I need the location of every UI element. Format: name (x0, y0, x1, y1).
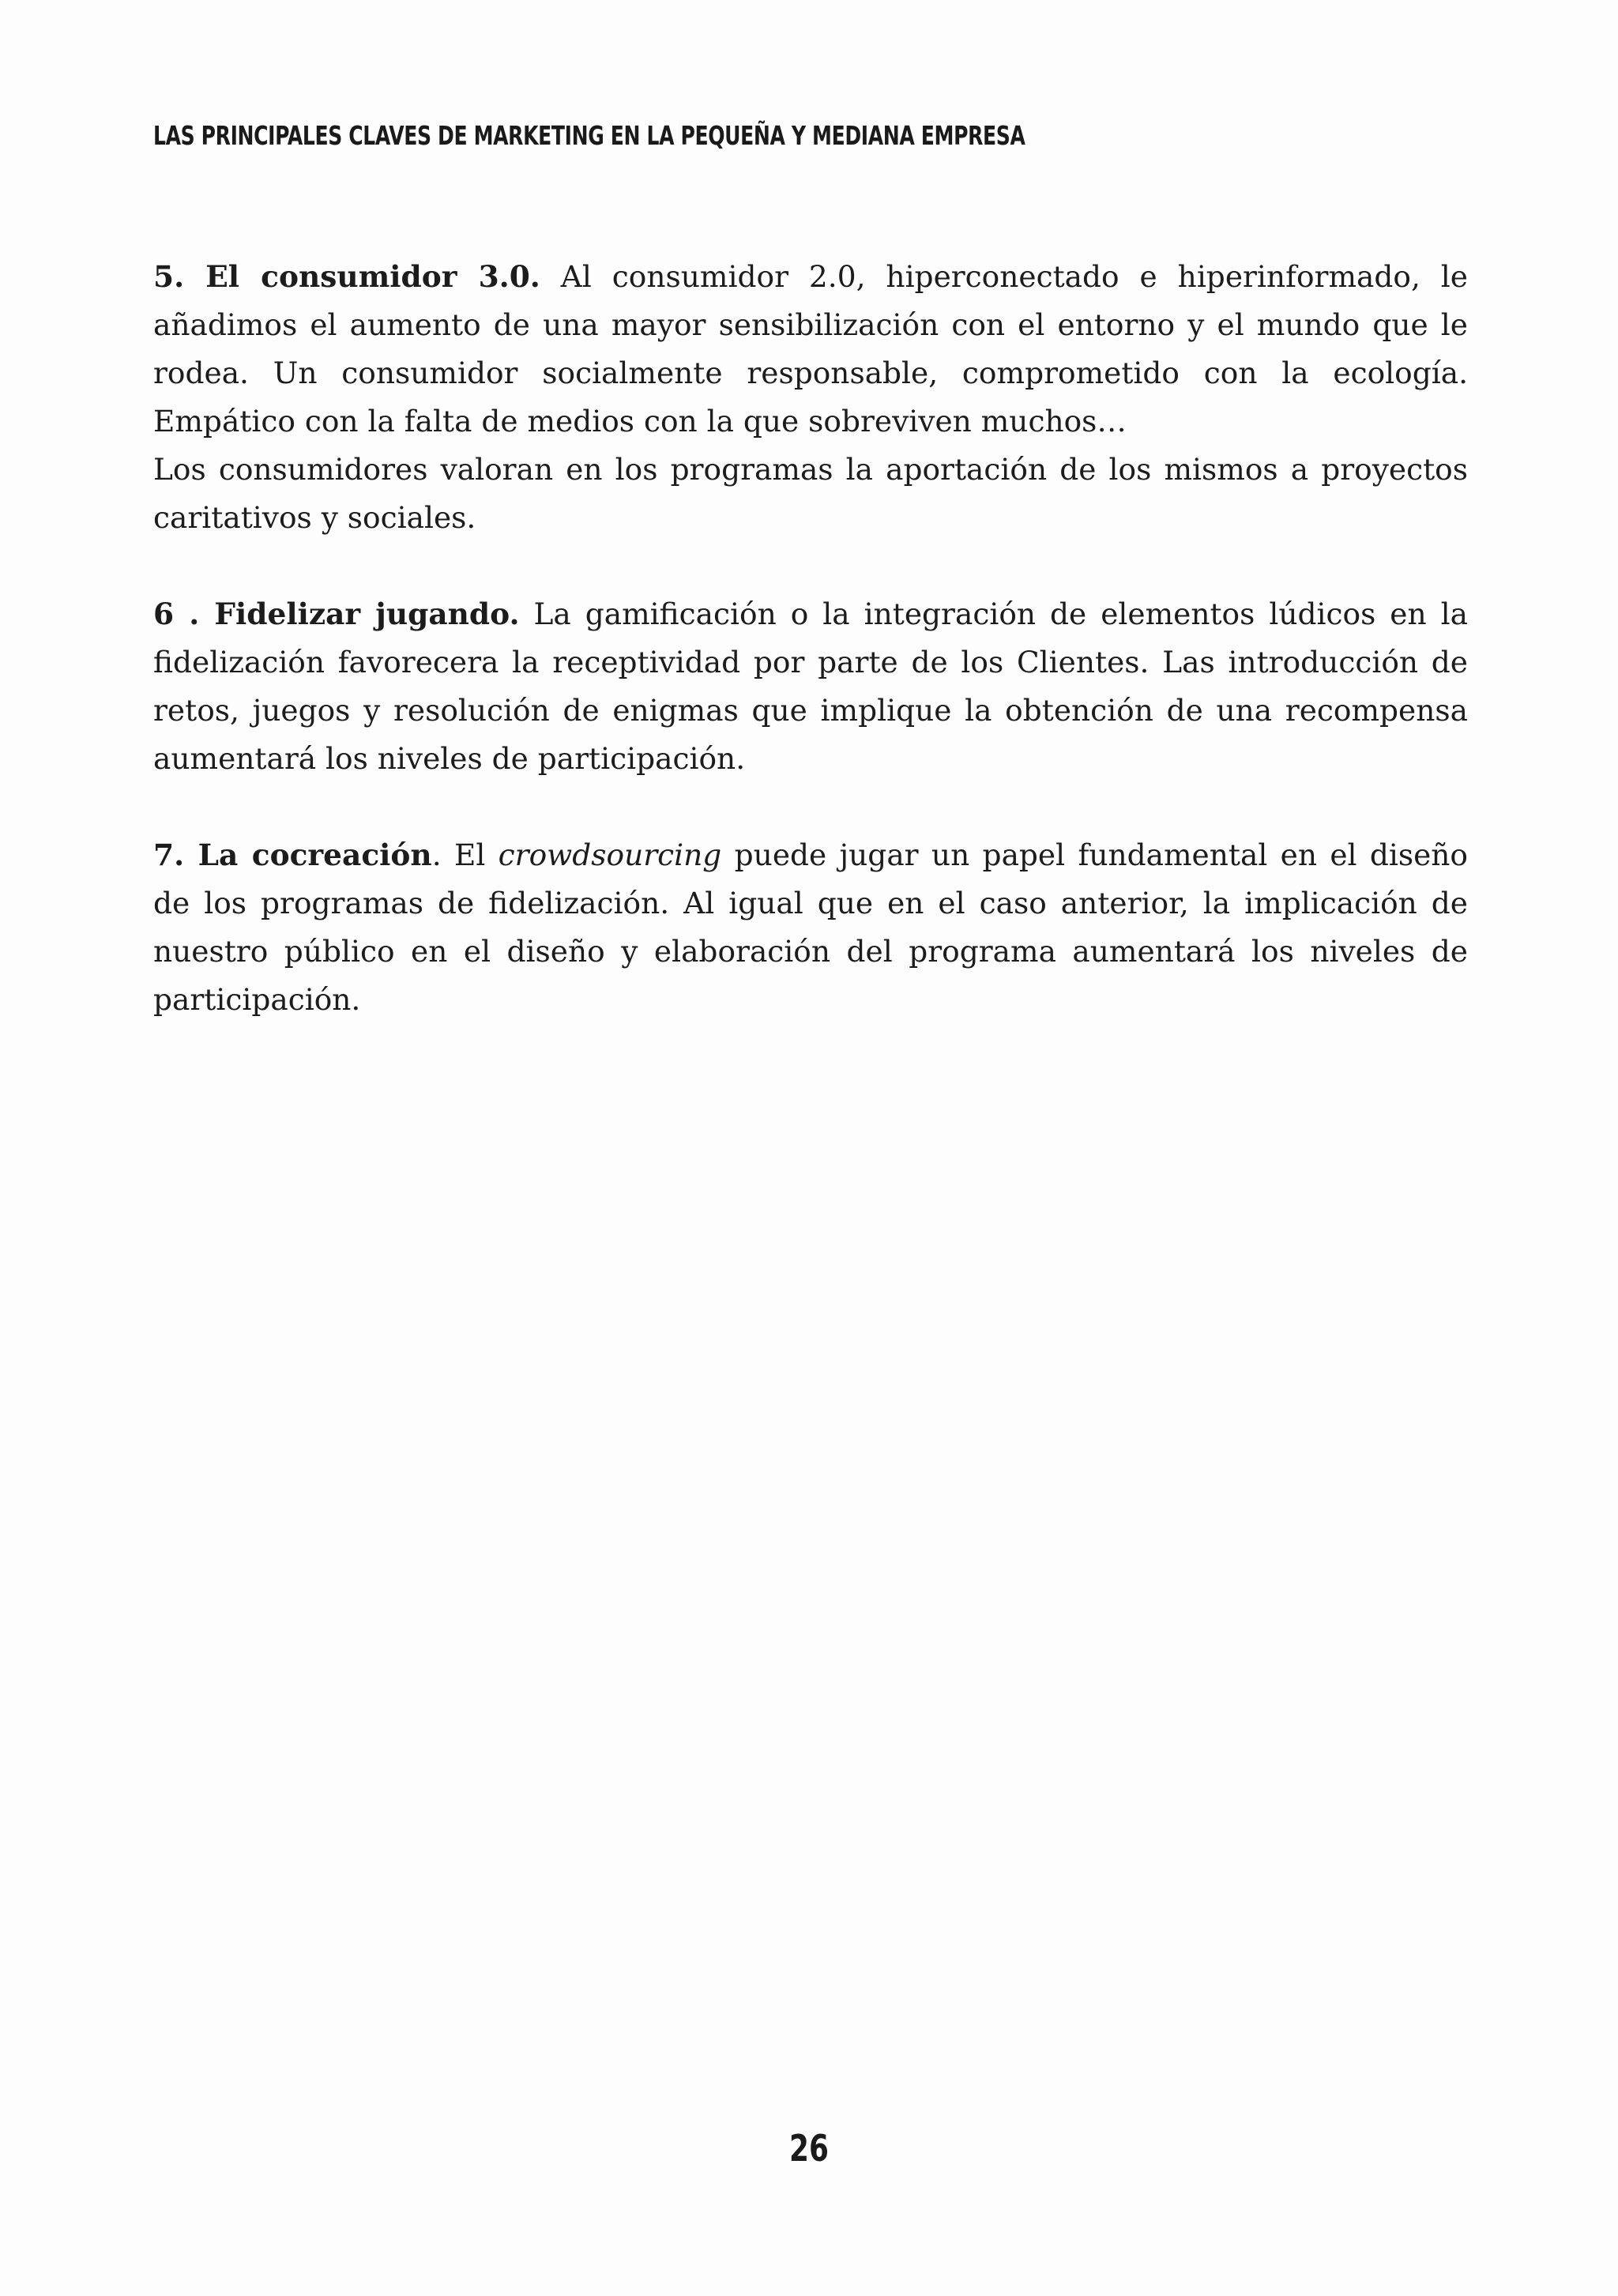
section-heading: 7. La cocreación (153, 837, 432, 872)
paragraph-text: La gamificación o la integración de elementos lúdicos en la fidelización favorecera la receptividad por parte de los Clientes. Las introducción de retos, juegos y resolución de enigmas que implique la obtención de una recompensa aumentará los niveles de participación. (153, 597, 1468, 776)
body-text (153, 253, 1468, 1072)
paragraph-text: . El (431, 837, 499, 872)
paragraph-text: Al consumidor 2.0, hiperconectado e hiperinformado, le añadimos el aumento de una mayor sensibilización con el entorno y el mundo que le rodea. Un consumidor socialmente responsable, comprometido con la ecología. Empático con la falta de medios con la que sobreviven muchos… (153, 259, 1468, 438)
section-heading: 5. El consumidor 3.0. (153, 259, 540, 294)
page-number: 26 (789, 2127, 829, 2170)
running-header: LAS PRINCIPALES CLAVES DE MARKETING EN LA PEQUEÑA Y MEDIANA EMPRESA (153, 120, 1025, 151)
section-consumidor-3-0 (153, 253, 1468, 542)
emphasized-term: crowdsourcing (498, 837, 722, 872)
section-cocreacion (153, 831, 1468, 1024)
section-heading: 6 . Fidelizar jugando. (153, 597, 520, 631)
paragraph (153, 831, 1468, 1024)
paragraph (153, 590, 1468, 783)
section-fidelizar-jugando (153, 590, 1468, 783)
paragraph-text: puede jugar un papel fundamental en el diseño de los programas de fidelización. Al igual que en el caso anterior, la implicación de nuestro público en el diseño y elaboración del programa aumentará los niveles de participación. (153, 837, 1468, 1017)
paragraph (153, 253, 1468, 446)
paragraph: Los consumidores valoran en los programas la aportación de los mismos a proyectos caritativos y sociales. (153, 452, 1468, 535)
